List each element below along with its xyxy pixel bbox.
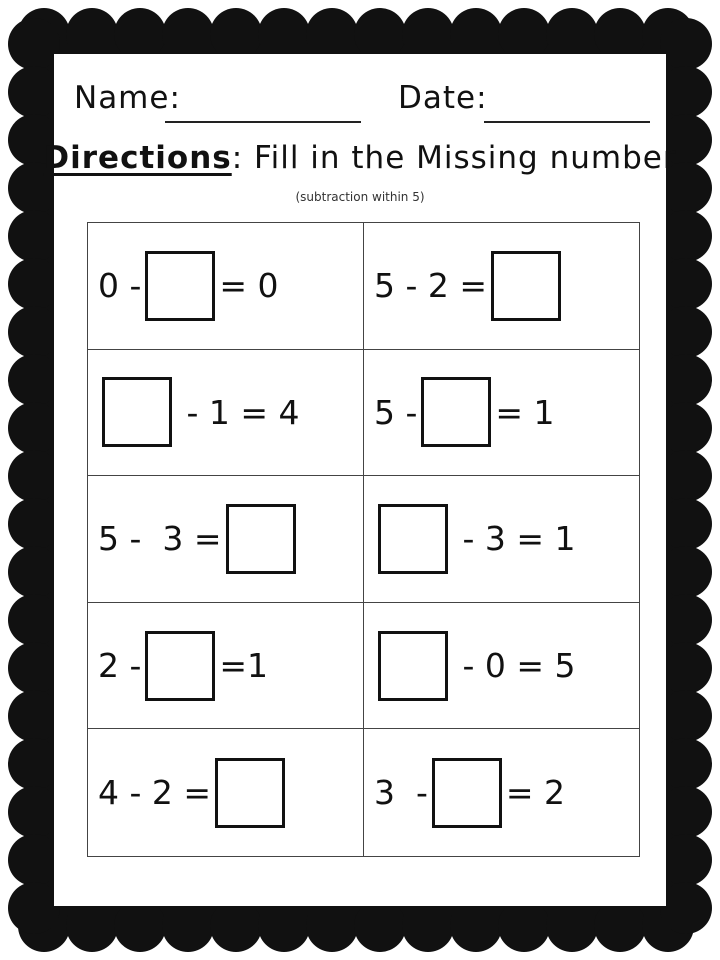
date-label: Date: xyxy=(398,80,488,116)
directions-text: : Fill in the Missing number xyxy=(231,140,677,176)
equation xyxy=(374,603,576,729)
equation-right: = 1 xyxy=(495,392,555,432)
equation-right: - 0 = 5 xyxy=(452,646,576,686)
answer-box[interactable] xyxy=(432,758,502,828)
equation xyxy=(374,223,565,349)
answer-box[interactable] xyxy=(226,504,296,574)
answer-box[interactable] xyxy=(102,377,172,447)
name-label: Name: xyxy=(74,80,181,116)
equation xyxy=(374,350,555,476)
equation-left: 5 - xyxy=(374,392,418,432)
equation-left: 5 - 3 = xyxy=(98,519,222,559)
equation xyxy=(374,729,565,856)
equation-right: = 0 xyxy=(219,266,279,306)
problem-cell xyxy=(364,223,639,350)
equation-left: 4 - 2 = xyxy=(98,773,212,813)
problem-grid xyxy=(87,222,640,857)
problem-cell xyxy=(88,223,364,350)
answer-box[interactable] xyxy=(145,251,215,321)
equation-right: - 1 = 4 xyxy=(176,392,300,432)
equation-left: 3 - xyxy=(374,773,428,813)
problem-cell xyxy=(88,729,364,856)
directions xyxy=(0,140,720,176)
answer-box[interactable] xyxy=(215,758,285,828)
equation xyxy=(98,223,279,349)
equation xyxy=(98,729,289,856)
name-line[interactable] xyxy=(165,121,361,123)
directions-label: Directions xyxy=(43,140,232,176)
problem-cell xyxy=(88,476,364,603)
problem-cell xyxy=(364,603,639,730)
answer-box[interactable] xyxy=(421,377,491,447)
problem-cell xyxy=(364,729,639,856)
answer-box[interactable] xyxy=(145,631,215,701)
equation-left: 5 - 2 = xyxy=(374,266,488,306)
equation-right: =1 xyxy=(219,646,269,686)
answer-box[interactable] xyxy=(378,504,448,574)
problem-cell xyxy=(364,476,639,603)
equation-left: 0 - xyxy=(98,266,142,306)
equation-right: - 3 = 1 xyxy=(452,519,576,559)
date-line[interactable] xyxy=(484,121,650,123)
problem-cell xyxy=(88,350,364,477)
answer-box[interactable] xyxy=(378,631,448,701)
problem-cell xyxy=(364,350,639,477)
equation-right: = 2 xyxy=(505,773,566,813)
answer-box[interactable] xyxy=(491,251,561,321)
equation-left: 2 - xyxy=(98,646,142,686)
equation xyxy=(98,476,300,602)
problem-cell xyxy=(88,603,364,730)
equation xyxy=(98,350,300,476)
equation xyxy=(374,476,576,602)
equation xyxy=(98,603,268,729)
subtitle: (subtraction within 5) xyxy=(295,190,425,204)
